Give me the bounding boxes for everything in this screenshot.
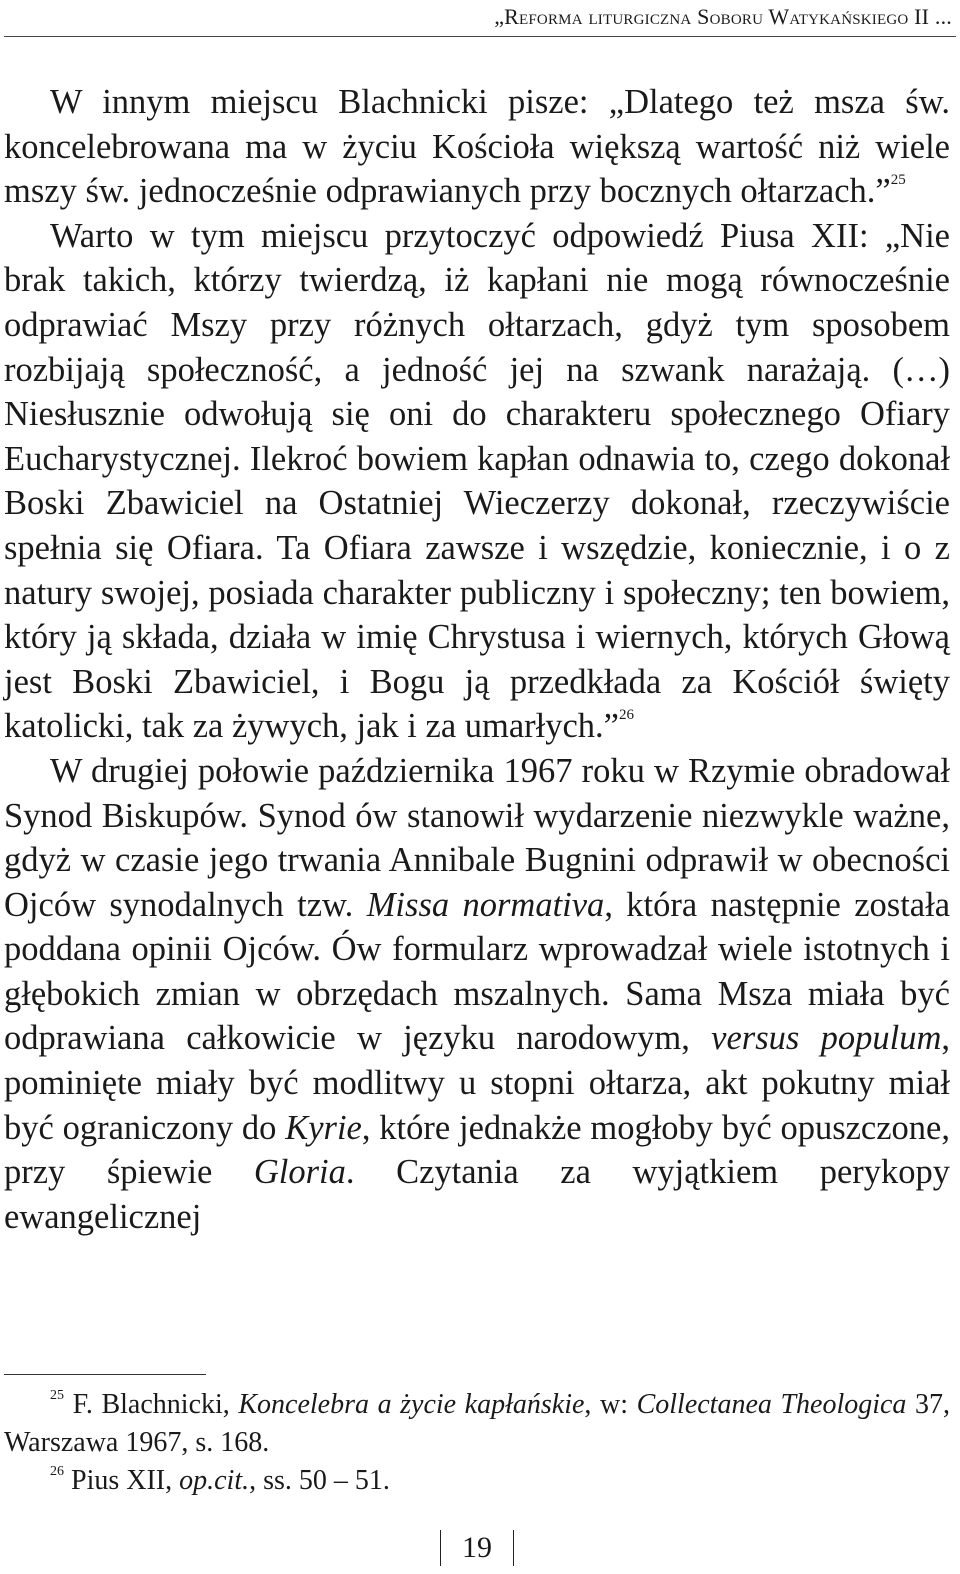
header-title: Reforma liturgiczna Soboru Watykańskiego II xyxy=(504,4,930,29)
footnote-ref-26[interactable]: 26 xyxy=(619,707,634,724)
italic-kyrie: Kyrie xyxy=(285,1108,362,1147)
paragraph-3 xyxy=(4,749,950,1240)
paragraph-1 xyxy=(4,80,950,214)
footnote-25-journal: Collectanea Theologica xyxy=(636,1389,907,1420)
footnote-25 xyxy=(4,1386,950,1462)
paragraph-2 xyxy=(4,214,950,749)
paragraph-1-text: W innym miejscu Blachnicki pisze: „Dlatego też msza św. koncelebrowana ma w życiu Kościoła większą wartość niż wiele mszy św. jednocześnie odprawianych przy bocznych ołtarzach.” xyxy=(4,83,950,211)
paragraph-3-part-c: , pominięte miały być modlitwy u stopni ołtarza, akt pokutny miał być ograniczony do xyxy=(4,1019,951,1147)
footnote-26-opcit: op.cit. xyxy=(179,1465,250,1496)
header-rule xyxy=(4,36,956,37)
footnote-rule xyxy=(4,1374,206,1375)
page-number: 19 xyxy=(440,1530,514,1566)
body-text xyxy=(4,80,950,1239)
paragraph-3-part-a: W drugiej połowie października 1967 roku w Rzymie obradował Synod Biskupów. Synod ów stanowił wydarzenie niezwykle ważne, gdyż w czasie jego trwania Annibale Bugnini odprawił w obecności Ojców synodalnych tzw. xyxy=(4,751,950,924)
italic-missa-normativa: Missa normativa xyxy=(366,885,605,924)
footnote-ref-25[interactable]: 25 xyxy=(890,172,906,189)
footnote-26 xyxy=(4,1462,950,1500)
footnote-26-number: 26 xyxy=(50,1464,64,1479)
footnote-25-author: F. Blachnicki, xyxy=(72,1389,239,1420)
header-open-quote: „ xyxy=(494,4,505,29)
italic-versus-populum: versus populum xyxy=(711,1019,942,1058)
footnote-25-in: , w: xyxy=(584,1389,637,1420)
italic-gloria: Gloria xyxy=(253,1153,346,1192)
running-header xyxy=(494,2,952,32)
footnote-26-author: Pius XII, xyxy=(71,1465,180,1496)
header-ellipsis: ... xyxy=(929,4,952,29)
footnote-25-title: Koncelebra a życie kapłańskie xyxy=(238,1389,585,1420)
footnotes xyxy=(4,1386,950,1500)
paragraph-3-part-b: , która następnie została poddana opinii Ojców. Ów formularz wprowadzał wiele istotnych i głębokich zmian w obrzędach mszalnych. Sama Msza miała być odprawiana całkowicie w języku narodowym, xyxy=(4,885,951,1058)
paragraph-3-part-d: , które jednakże mogłoby być opuszczone, przy śpiewie xyxy=(4,1108,950,1192)
paragraph-3-part-e: . Czytania za wyjątkiem perykopy ewangelicznej xyxy=(4,1153,950,1236)
footnote-25-details: 37, Warszawa 1967, s. 168. xyxy=(4,1389,951,1458)
footnote-26-pages: , ss. 50 – 51. xyxy=(249,1465,390,1496)
footnote-25-number: 25 xyxy=(50,1388,64,1403)
paragraph-2-text: Warto w tym miejscu przytoczyć odpowiedź Piusa XII: „Nie brak takich, którzy twierdzą, iż kapłani nie mogą równocześnie odprawiać Mszy przy różnych ołtarzach, gdyż tym sposobem rozbijają społeczność, a jedność jej na szwank narażają. (…) Niesłusznie odwołują się oni do charakteru społecznego Ofiary Eucharystycznej. Ilekroć bowiem kapłan odnawia to, czego dokonał Boski Zbawiciel na Ostatniej Wieczerzy dokonał, rzeczywiście spełnia się Ofiara. Ta Ofiara zawsze i wszędzie, koniecznie, i o z natury swojej, posiada charakter publiczny i społeczny; ten bowiem, który ją składa, działa w imię Chrystusa i wiernych, których Głową jest Boski Zbawiciel, i Bogu ją przedkłada za Kościół święty katolicki, tak za żywych, jak i za umarłych.” xyxy=(4,216,950,746)
